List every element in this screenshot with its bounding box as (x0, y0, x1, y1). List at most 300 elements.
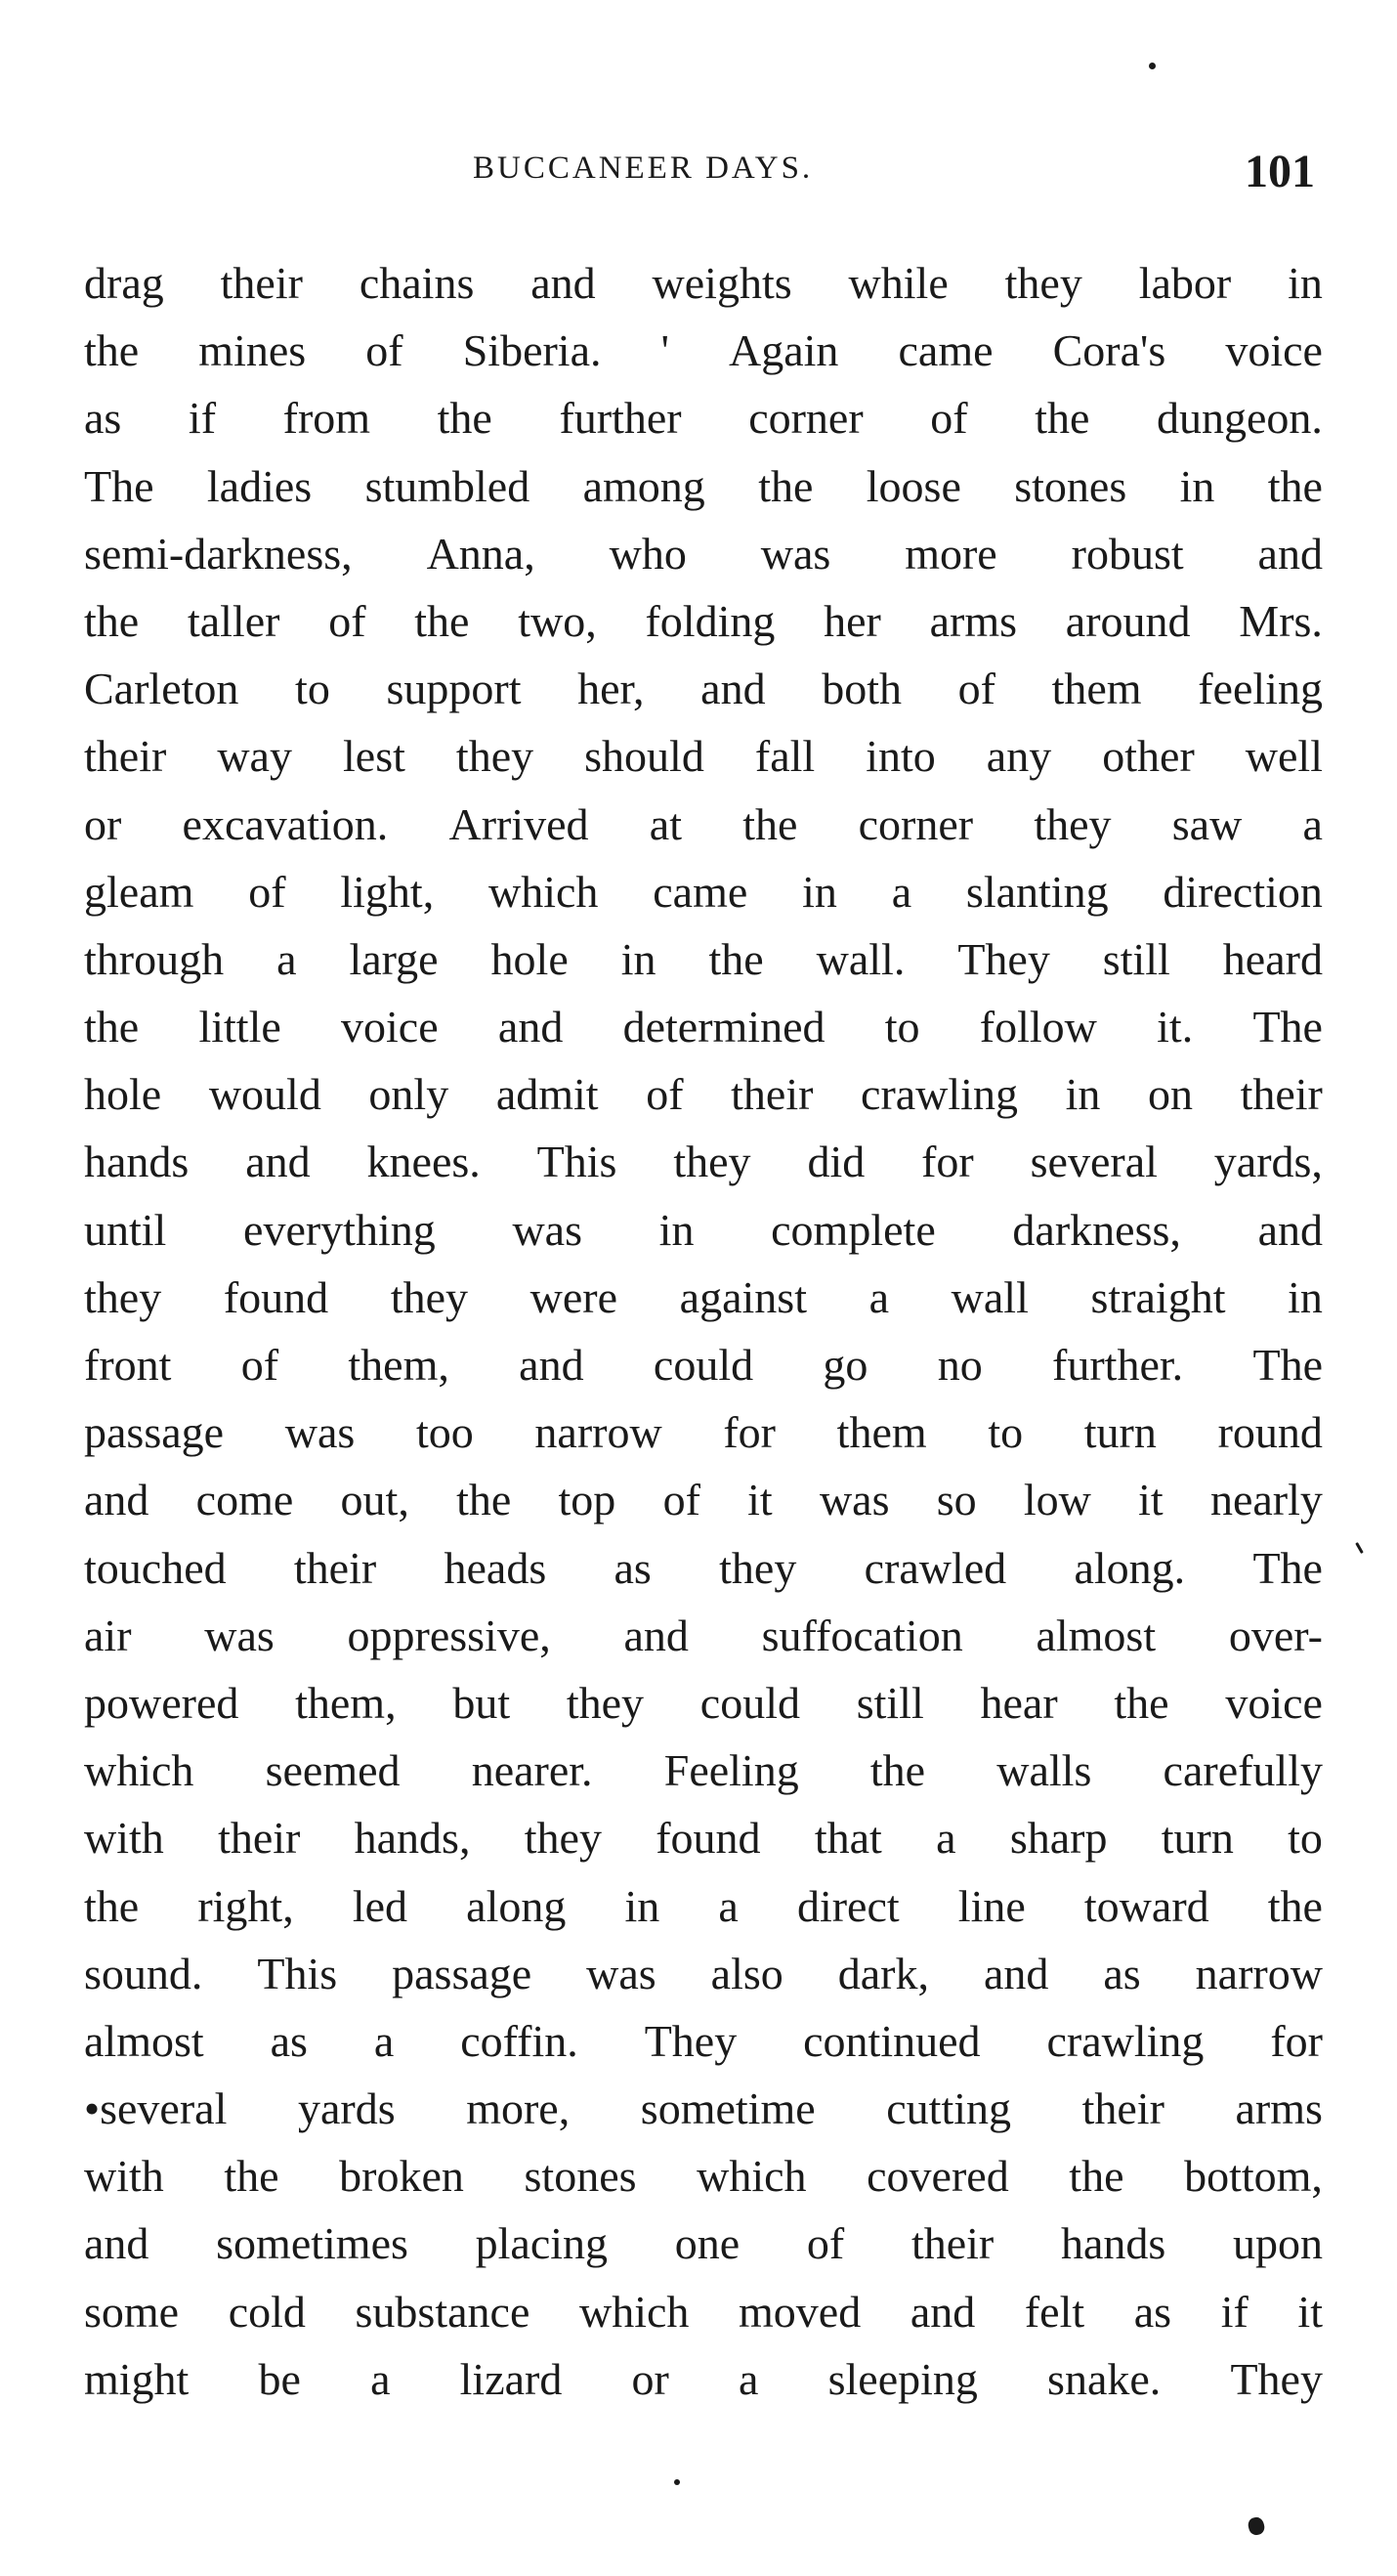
word: light, (340, 866, 435, 917)
word: sometime (640, 2083, 816, 2134)
word: turn (1161, 1813, 1234, 1864)
word: sharp (1009, 1813, 1108, 1864)
word: her, (577, 664, 645, 714)
word: continued (803, 2015, 981, 2066)
text-line (84, 1264, 1323, 1331)
word: their (1240, 1069, 1323, 1120)
word: a (370, 2353, 391, 2404)
word: it (1297, 2286, 1323, 2337)
word: as (84, 393, 122, 444)
word: with (84, 1813, 164, 1864)
word: were (529, 1271, 618, 1322)
word: the (1035, 393, 1090, 444)
word: walls (996, 1745, 1092, 1796)
word: round (1217, 1407, 1323, 1458)
word: they (84, 1271, 162, 1322)
word: in (1288, 1271, 1323, 1322)
word: they (566, 1677, 645, 1728)
word: led (352, 1880, 408, 1931)
word: front (84, 1340, 172, 1390)
word: a (868, 1271, 890, 1322)
word: the (869, 1745, 926, 1796)
word: and (983, 1948, 1049, 1998)
word: direct (796, 1880, 900, 1931)
word: a (739, 2353, 759, 2404)
word: slanting (965, 866, 1109, 917)
word: passage (84, 1407, 225, 1458)
word: go (823, 1340, 868, 1390)
word: loose (866, 460, 961, 511)
word: voice (1225, 325, 1323, 376)
word: the (224, 2151, 279, 2202)
word: wall (951, 1271, 1029, 1322)
word: they (673, 1137, 751, 1187)
word: moved (739, 2286, 862, 2337)
word: oppressive, (347, 1610, 551, 1660)
word: voice (341, 1002, 439, 1052)
running-title: BUCCANEER DAYS. (473, 150, 814, 186)
word: still (1102, 933, 1170, 984)
word: her (824, 595, 881, 646)
word: fall (754, 731, 816, 782)
text-line (84, 655, 1323, 722)
word: them (836, 1407, 927, 1458)
ink-blot-corner (1247, 2515, 1266, 2537)
word: feeling (1198, 664, 1323, 714)
word: or (631, 2353, 669, 2404)
word: one (674, 2218, 741, 2269)
word: weights (652, 258, 792, 308)
word: stumbled (364, 460, 530, 511)
word: of (806, 2218, 845, 2269)
word: low (1023, 1475, 1091, 1525)
word: their (731, 1069, 814, 1120)
word: substance (355, 2286, 530, 2337)
word: air (84, 1610, 132, 1660)
word: placing (475, 2218, 609, 2269)
word: touched (84, 1542, 227, 1593)
word: as (1133, 2286, 1172, 2337)
word: the (414, 595, 470, 646)
word: and (910, 2286, 976, 2337)
word: direction (1163, 866, 1323, 917)
word: against (679, 1271, 807, 1322)
text-line (84, 317, 1323, 384)
word: and (1257, 528, 1323, 579)
word: the (1267, 1880, 1323, 1931)
word: They (957, 933, 1050, 984)
text-line (84, 249, 1323, 317)
word: several (1030, 1137, 1158, 1187)
text-line (84, 1398, 1323, 1466)
word: •several (84, 2083, 228, 2134)
word: complete (771, 1204, 936, 1255)
word: their (1081, 2083, 1164, 2134)
word: might (84, 2353, 190, 2404)
word: well (1245, 731, 1323, 782)
word: This (536, 1137, 617, 1187)
word: ladies (206, 460, 313, 511)
word: to (295, 664, 330, 714)
word: line (957, 1880, 1026, 1931)
word: Mrs. (1239, 595, 1323, 646)
word: the (84, 325, 140, 376)
text-line (84, 587, 1323, 655)
text-line (84, 1128, 1323, 1195)
ink-speck-top (1149, 63, 1156, 69)
word: the (1267, 460, 1323, 511)
word: found (223, 1271, 329, 1322)
word: the (742, 798, 798, 849)
word: who (609, 528, 687, 579)
word: which (84, 1745, 194, 1796)
word: arms (1235, 2083, 1323, 2134)
text-line (84, 1602, 1323, 1669)
word: dungeon. (1156, 393, 1323, 444)
word: them (1051, 664, 1142, 714)
word: any (986, 731, 1052, 782)
word: of (240, 1340, 279, 1390)
word: crawling (861, 1069, 1018, 1120)
word: stones (1014, 460, 1127, 511)
word: a (373, 2015, 395, 2066)
word: to (1288, 1813, 1323, 1864)
word: through (84, 933, 225, 984)
word: was (512, 1204, 582, 1255)
text-line (84, 1737, 1323, 1804)
word: in (624, 1880, 660, 1931)
word: which (578, 2286, 690, 2337)
word: from (282, 393, 371, 444)
word: taller (187, 595, 280, 646)
text-line (84, 2075, 1323, 2142)
word: almost (84, 2015, 204, 2066)
word: did (807, 1137, 866, 1187)
word: carefully (1163, 1745, 1323, 1796)
word: and (497, 1002, 564, 1052)
word: as (614, 1542, 652, 1593)
word: it (1138, 1475, 1164, 1525)
running-header (0, 145, 1397, 203)
word: it (747, 1475, 773, 1525)
word: two, (518, 595, 597, 646)
word: excavation. (182, 798, 389, 849)
word: crawling (1046, 2015, 1205, 2066)
word: narrow (534, 1407, 662, 1458)
word: could (699, 1677, 800, 1728)
word: for (921, 1137, 974, 1187)
word: the (758, 460, 814, 511)
word: crawled (864, 1542, 1007, 1593)
word: stones (524, 2151, 637, 2202)
word: come (195, 1475, 294, 1525)
word: lizard (459, 2353, 563, 2404)
word: was (204, 1610, 275, 1660)
word: more (905, 528, 997, 579)
word: Cora's (1052, 325, 1166, 376)
word: their (84, 731, 167, 782)
text-line (84, 1466, 1323, 1533)
word: a (1302, 798, 1323, 849)
word: hole (490, 933, 569, 984)
word: yards, (1213, 1137, 1323, 1187)
word: if (1220, 2286, 1249, 2337)
text-line (84, 384, 1323, 451)
word: a (936, 1813, 956, 1864)
word: passage (392, 1948, 532, 1998)
word: hear (980, 1677, 1058, 1728)
word: of (248, 866, 286, 917)
word: into (866, 731, 936, 782)
word: while (848, 258, 949, 308)
word: a (718, 1880, 739, 1931)
word: they (524, 1813, 602, 1864)
word: top (558, 1475, 616, 1525)
word: cold (228, 2286, 306, 2337)
word: if (188, 393, 217, 444)
word: follow (979, 1002, 1097, 1052)
word: and (700, 664, 766, 714)
word: for (723, 1407, 776, 1458)
word: felt (1024, 2286, 1085, 2337)
word: hands (1060, 2218, 1166, 2269)
word: bottom, (1184, 2151, 1323, 2202)
word: which (488, 866, 599, 917)
word: gleam (84, 866, 194, 917)
word: sound. (84, 1948, 203, 1998)
word: This (257, 1948, 338, 1998)
word: out, (340, 1475, 409, 1525)
word: The (84, 460, 154, 511)
word: only (368, 1069, 449, 1120)
word: they (1034, 798, 1112, 849)
word: of (930, 393, 968, 444)
word: was (586, 1948, 656, 1998)
ink-speck-bottom (674, 2479, 680, 2485)
word: dark, (837, 1948, 929, 1998)
word: their (293, 1542, 377, 1593)
word: nearly (1209, 1475, 1323, 1525)
word: more, (466, 2083, 571, 2134)
word: was (760, 528, 831, 579)
word: came (898, 325, 994, 376)
word: be (258, 2353, 301, 2404)
word: should (584, 731, 704, 782)
word: found (656, 1813, 761, 1864)
word: they (719, 1542, 797, 1593)
text-line (84, 1872, 1323, 1940)
word: would (208, 1069, 321, 1120)
word: a (276, 933, 297, 984)
word: both (822, 664, 902, 714)
word: and (245, 1137, 311, 1187)
word: the (84, 1002, 140, 1052)
word: They (1230, 2353, 1323, 2404)
word: still (856, 1677, 924, 1728)
word: The (1252, 1340, 1323, 1390)
word: corner (858, 798, 974, 849)
word: voice (1225, 1677, 1323, 1728)
word: which (697, 2151, 807, 2202)
word: to (988, 1407, 1024, 1458)
word: at (649, 798, 682, 849)
word: the (84, 1880, 140, 1931)
text-line (84, 722, 1323, 790)
word: and (530, 258, 596, 308)
word: toward (1083, 1880, 1209, 1931)
word: labor (1138, 258, 1232, 308)
word: Arrived (448, 798, 589, 849)
text-line (84, 1060, 1323, 1128)
word: mines (198, 325, 307, 376)
word: to (884, 1002, 920, 1052)
word: chains (359, 258, 475, 308)
word: that (814, 1813, 882, 1864)
word: Siberia. (462, 325, 602, 376)
word: in (620, 933, 656, 984)
word: cutting (886, 2083, 1012, 2134)
text-line (84, 2007, 1323, 2075)
word: around (1065, 595, 1191, 646)
text-line (84, 1196, 1323, 1264)
word: so (936, 1475, 977, 1525)
text-line (84, 2142, 1323, 2210)
word: no (937, 1340, 983, 1390)
text-line (84, 791, 1323, 858)
text-line (84, 2278, 1323, 2345)
word: little (198, 1002, 281, 1052)
word: the (456, 1475, 512, 1525)
word: ' (660, 325, 669, 376)
text-line (84, 1804, 1323, 1871)
text-line (84, 993, 1323, 1060)
word: in (658, 1204, 695, 1255)
word: in (1179, 460, 1215, 511)
word: on (1147, 1069, 1193, 1120)
word: suffocation (761, 1610, 963, 1660)
word: in (1065, 1069, 1101, 1120)
word: over- (1228, 1610, 1323, 1660)
word: until (84, 1204, 167, 1255)
word: robust (1071, 528, 1184, 579)
word: the (708, 933, 764, 984)
word: but (452, 1677, 511, 1728)
word: sleeping (827, 2353, 978, 2404)
word: yards (297, 2083, 396, 2134)
word: hands, (354, 1813, 471, 1864)
word: along. (1074, 1542, 1186, 1593)
word: too (415, 1407, 474, 1458)
word: right, (197, 1880, 294, 1931)
word: arms (929, 595, 1018, 646)
word: and (1257, 1204, 1323, 1255)
word: other (1102, 731, 1195, 782)
word: among (582, 460, 705, 511)
word: as (270, 2015, 308, 2066)
text-line (84, 452, 1323, 520)
word: snake. (1047, 2353, 1162, 2404)
word: the (1069, 2151, 1124, 2202)
word: everything (243, 1204, 436, 1255)
word: admit (495, 1069, 599, 1120)
word: the (1114, 1677, 1169, 1728)
word: for (1270, 2015, 1323, 2066)
word: knees. (366, 1137, 481, 1187)
word: drag (84, 258, 164, 308)
word: heads (444, 1542, 547, 1593)
word: them, (295, 1677, 397, 1728)
word: corner (748, 393, 864, 444)
word: they (455, 731, 534, 782)
word: a (891, 866, 912, 917)
word: in (802, 866, 837, 917)
word: could (653, 1340, 754, 1390)
word: wall. (816, 933, 906, 984)
word: They (644, 2015, 738, 2066)
word: further. (1052, 1340, 1184, 1390)
text-line (84, 1534, 1323, 1602)
word: nearer. (471, 1745, 593, 1796)
word: seemed (265, 1745, 401, 1796)
text-line (84, 1940, 1323, 2007)
word: of (662, 1475, 700, 1525)
word: was (284, 1407, 356, 1458)
word: of (365, 325, 403, 376)
word: covered (867, 2151, 1009, 2202)
word: broken (339, 2151, 464, 2202)
word: Again (728, 325, 839, 376)
word: way (217, 731, 292, 782)
word: sometimes (216, 2218, 408, 2269)
text-line (84, 925, 1323, 993)
word: some (84, 2286, 180, 2337)
body-text (84, 249, 1323, 2413)
text-line (84, 1669, 1323, 1737)
word: they (1004, 258, 1082, 308)
page-number: 101 (1245, 146, 1315, 197)
word: as (1103, 1948, 1141, 1998)
word: almost (1036, 1610, 1157, 1660)
word: folding (645, 595, 776, 646)
word: their (220, 258, 303, 308)
word: upon (1233, 2218, 1323, 2269)
word: of (646, 1069, 684, 1120)
word: support (386, 664, 522, 714)
word: hands (84, 1137, 190, 1187)
word: and (623, 1610, 689, 1660)
word: they (390, 1271, 469, 1322)
text-line (84, 1331, 1323, 1398)
word: darkness, (1012, 1204, 1181, 1255)
word: their (218, 1813, 301, 1864)
word: and (84, 2218, 149, 2269)
word: lest (343, 731, 405, 782)
word: or (84, 798, 122, 849)
word: it. (1157, 1002, 1194, 1052)
word: the (84, 595, 140, 646)
word: of (328, 595, 366, 646)
word: turn (1083, 1407, 1157, 1458)
word: Anna, (426, 528, 535, 579)
word: was (819, 1475, 890, 1525)
text-line (84, 2210, 1323, 2277)
word: powered (84, 1677, 239, 1728)
word: straight (1090, 1271, 1226, 1322)
word: along (466, 1880, 567, 1931)
word: The (1252, 1002, 1323, 1052)
text-line (84, 858, 1323, 925)
word: saw (1171, 798, 1243, 849)
